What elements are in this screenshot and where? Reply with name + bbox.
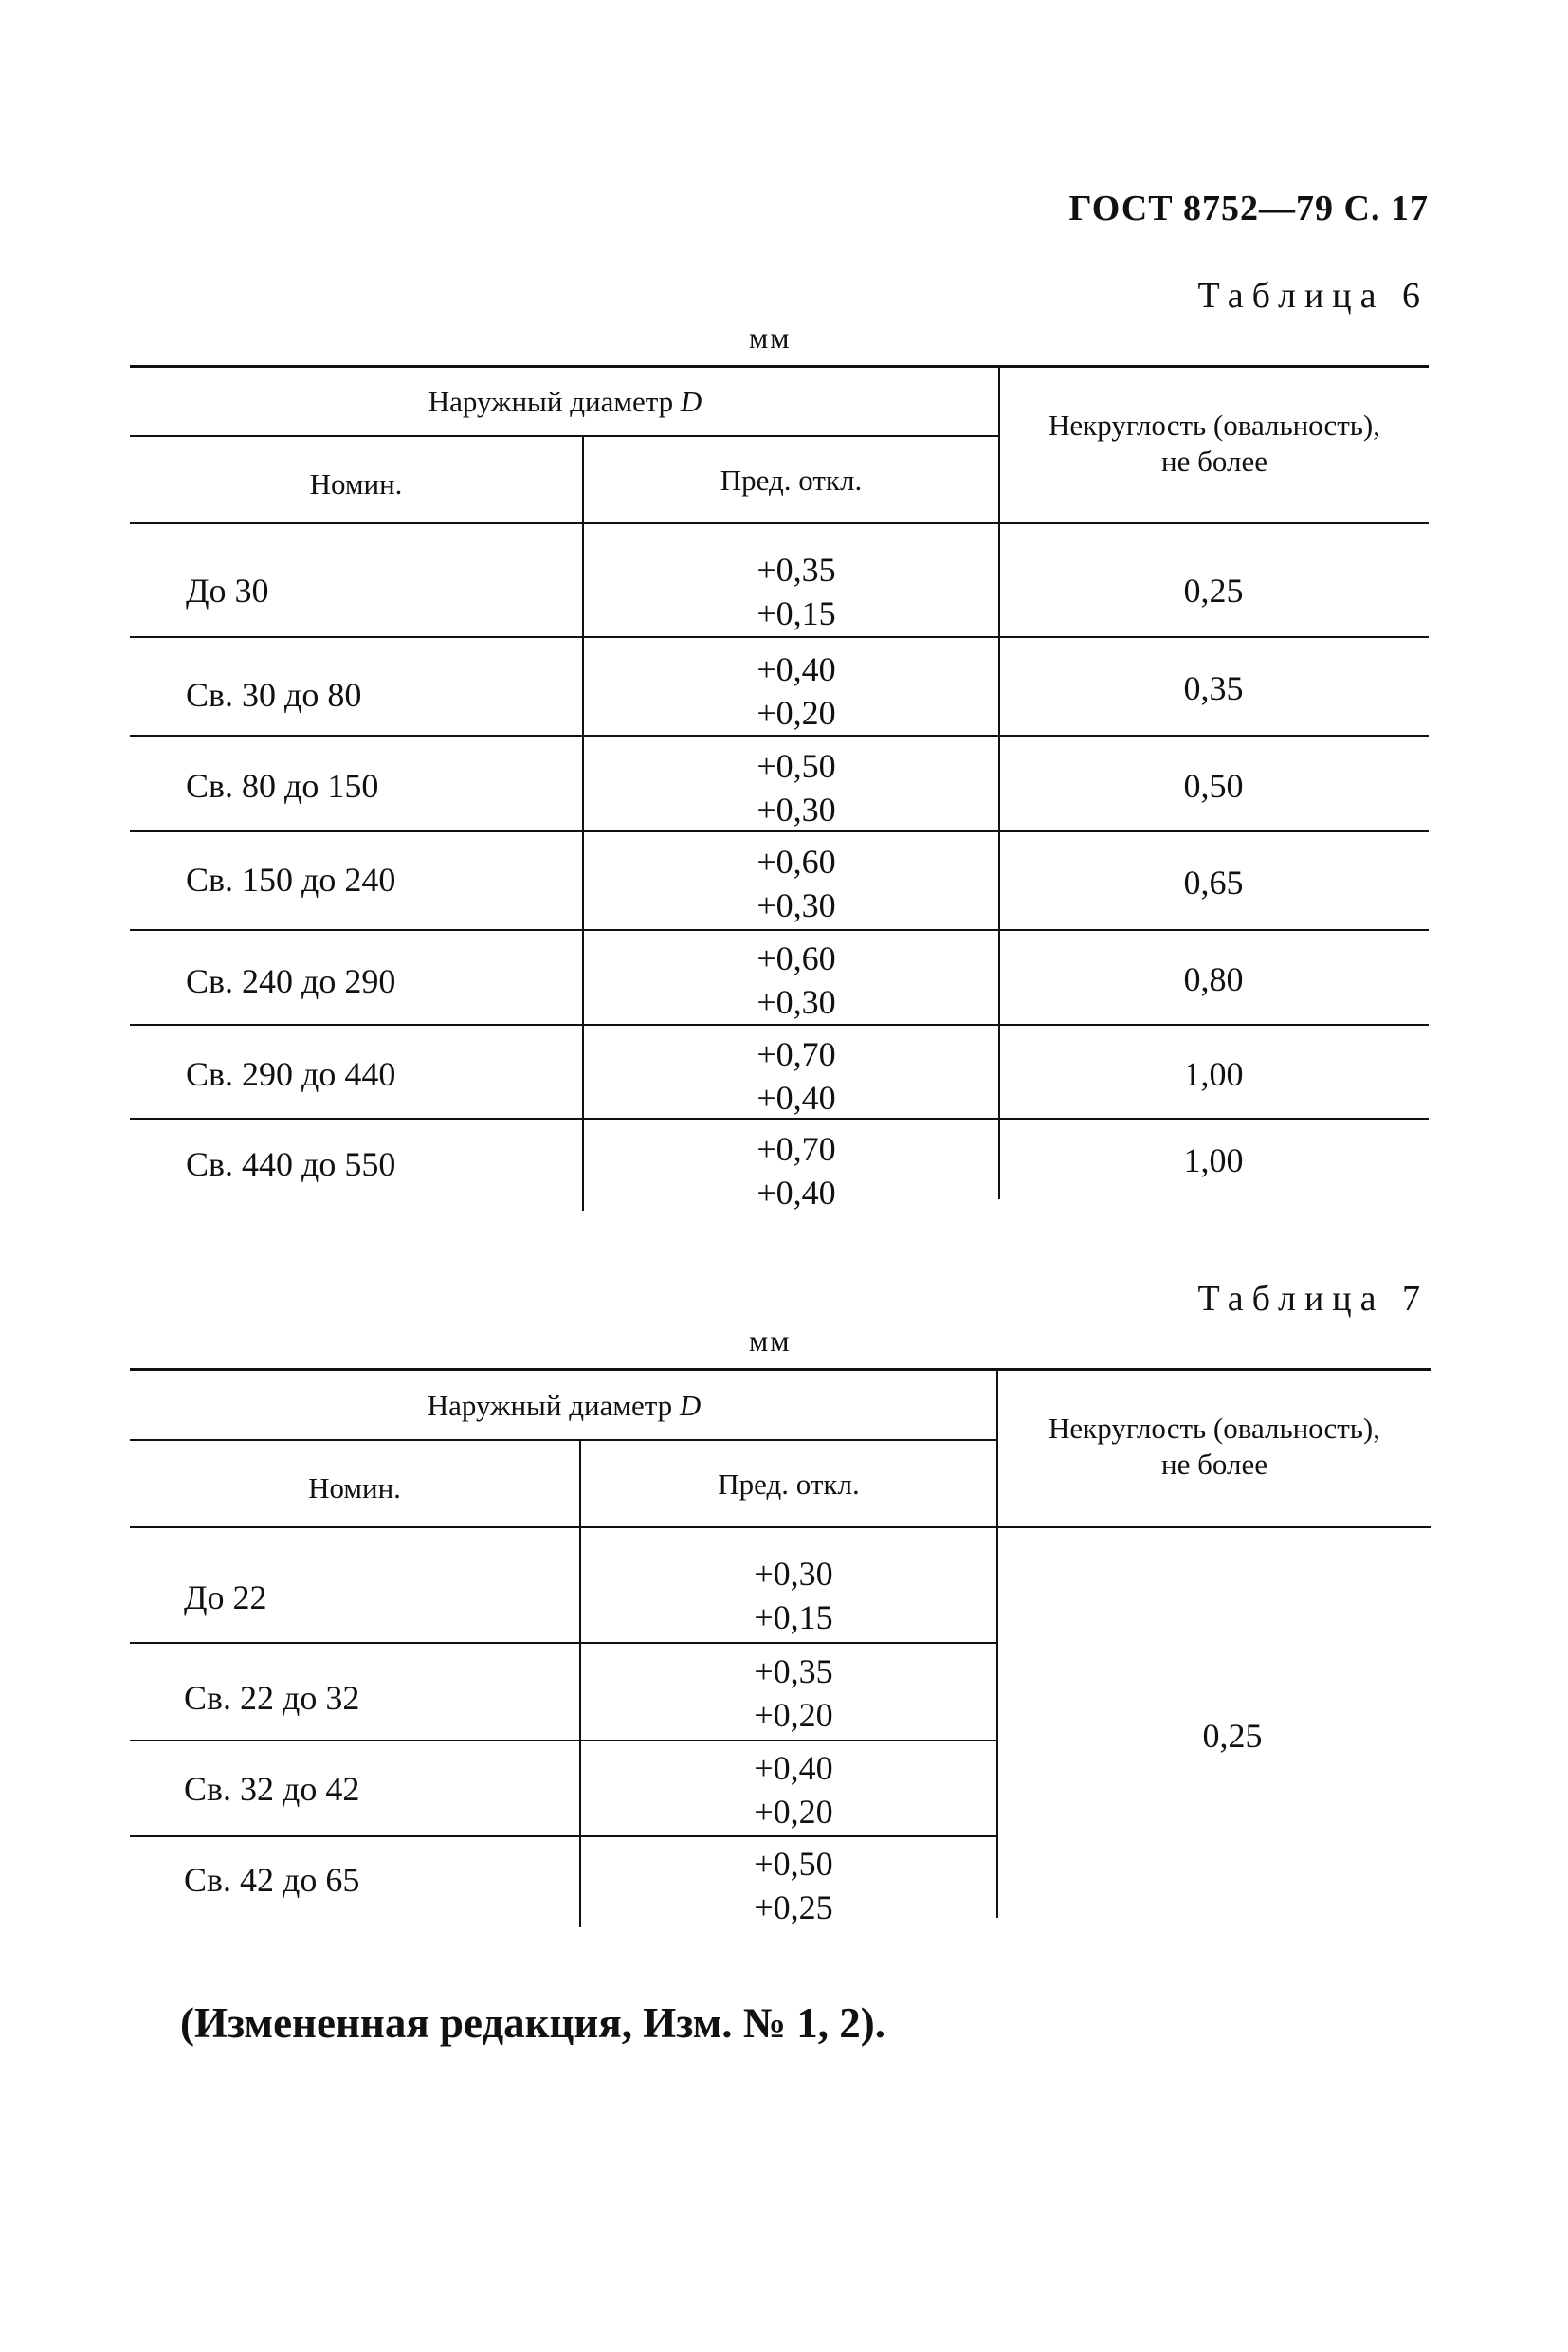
table-6-unit: мм [749,320,792,355]
deviation-cell: +0,35 +0,20 [754,1652,833,1734]
nominal-cell: Св. 440 до 550 [186,1145,396,1183]
table-6-row-rule [130,929,1429,931]
table-7-unit: мм [749,1323,792,1358]
table-7-col-divider [579,1439,581,1927]
table-6-header-rule [130,522,1429,524]
table-7-row-rule [130,1642,998,1644]
deviation-cell: +0,50 +0,30 [757,747,836,829]
nominal-cell: Св. 240 до 290 [186,962,396,1000]
table-7-deviation-header: Пред. откл. [718,1468,860,1501]
nominal-cell: Св. 32 до 42 [184,1770,360,1808]
nominal-cell: До 22 [184,1578,267,1616]
ovality-cell: 1,00 [1183,1141,1244,1179]
ovality-cell: 0,35 [1183,669,1244,707]
table-6-col-divider [998,365,1000,1199]
deviation-cell: +0,70 +0,40 [757,1035,836,1117]
table-6-row-rule [130,636,1429,638]
table-6-ovality-header: Некруглость (овальность), не более [1048,409,1380,478]
nominal-cell: Св. 30 до 80 [186,676,362,714]
table-6-top-rule [130,365,1429,368]
amendment-note: (Измененная редакция, Изм. № 1, 2). [180,1999,886,2047]
deviation-cell: +0,40 +0,20 [757,650,836,732]
table-6-row-rule [130,735,1429,737]
table-6-deviation-header: Пред. откл. [720,464,863,497]
nominal-cell: Св. 22 до 32 [184,1679,360,1717]
nominal-cell: До 30 [186,572,269,610]
ovality-cell: 0,25 [1183,572,1244,610]
nominal-cell: Св. 150 до 240 [186,861,396,899]
deviation-cell: +0,60 +0,30 [757,843,836,924]
table-6-diameter-header: Наружный диаметр D [428,385,702,418]
deviation-cell: +0,35 +0,15 [757,551,836,632]
table-6-row-rule [130,1024,1429,1026]
nominal-cell: Св. 42 до 65 [184,1861,360,1899]
table-7-row-rule [130,1835,998,1837]
nominal-cell: Св. 290 до 440 [186,1055,396,1093]
deviation-cell: +0,70 +0,40 [757,1130,836,1212]
table-6-caption: Таблица 6 [1197,276,1429,316]
table-6-col-divider [582,435,584,1211]
ovality-cell: 0,65 [1183,864,1244,902]
table-7-subheader-rule [130,1439,998,1441]
deviation-cell: +0,50 +0,25 [754,1845,833,1926]
ovality-cell: 0,80 [1183,960,1244,998]
page-header: ГОСТ 8752—79 С. 17 [1068,189,1429,228]
table-7-header-rule [130,1526,1431,1528]
table-6-subheader-rule [130,435,1000,437]
deviation-cell: +0,60 +0,30 [757,939,836,1021]
ovality-cell: 1,00 [1183,1055,1244,1093]
deviation-cell: +0,40 +0,20 [754,1749,833,1831]
table-7-ovality-merged-cell: 0,25 [1202,1717,1263,1755]
table-7-ovality-header: Некруглость (овальность), не более [1048,1412,1380,1481]
table-7-top-rule [130,1368,1431,1371]
table-7-caption: Таблица 7 [1197,1279,1429,1319]
table-6-nominal-header: Номин. [309,467,403,501]
table-7-diameter-header: Наружный диаметр D [427,1389,702,1422]
nominal-cell: Св. 80 до 150 [186,767,379,805]
table-7-row-rule [130,1740,998,1741]
ovality-cell: 0,50 [1183,767,1244,805]
table-7-nominal-header: Номин. [308,1471,401,1504]
deviation-cell: +0,30 +0,15 [754,1555,833,1636]
